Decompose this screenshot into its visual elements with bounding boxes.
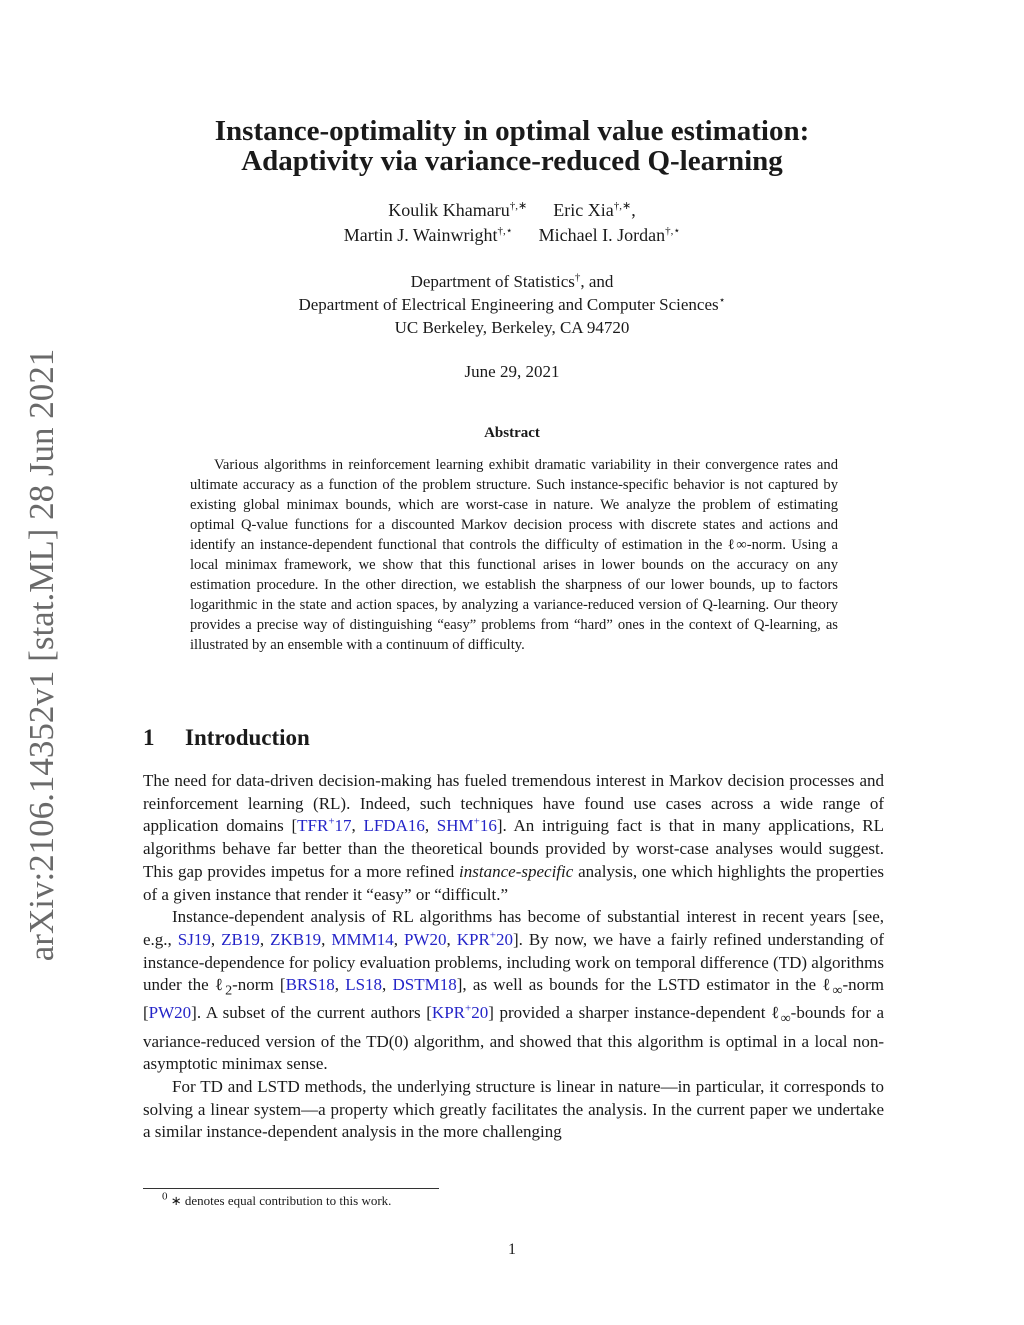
citation-link[interactable]: KPR+20: [431, 1002, 489, 1023]
subscript: ∞: [832, 982, 843, 999]
text-run: ]. By now, we have a fairly refined understanding of instance-dependence for policy evaluation problems, including work on temporal difference (TD) algorithms under the ℓ: [143, 929, 885, 995]
paragraph: The need for data-driven decision-making has fueled tremendous interest in Markov decision processes and reinforcement learning (RL). Indeed, such techniques have found use cases across a wide range of application domains [TFR+17, LFDA16, SHM+16]. An intriguing fact is that in many applications, RL algorithms behave far better than the theoretical bounds provided by worst-case analyses would suggest. This gap provides impetus for a more refined instance-specific analysis, one which highlights the properties of a given instance that render it “easy” or “difficult.”: [143, 771, 885, 904]
author-affiliation-mark: †,∗: [613, 200, 632, 212]
author-name: Michael I. Jordan: [538, 225, 666, 245]
footnote-mark: 0: [162, 1190, 168, 1203]
author-row-2: [140, 223, 884, 248]
affiliation-name: Department of Electrical Engineering and Computer Sciences: [298, 295, 719, 314]
text-run: The need for data-driven decision-making has fueled tremendous interest in Markov decision processes and reinforcement learning (RL). Indeed, such techniques have found use cases across a wide range of application domains [: [143, 771, 884, 836]
author-name: Koulik Khamaru: [388, 200, 510, 220]
footnote-text: ∗ denotes equal contribution to this work.: [170, 1193, 392, 1208]
arxiv-sidebar-identifier: [18, 348, 66, 962]
citation-link[interactable]: LS18: [345, 975, 383, 995]
author-affiliation-mark: †,⋆: [665, 225, 681, 237]
title-line-2: Adaptivity via variance-reduced Q-learning: [241, 145, 783, 177]
citation-link[interactable]: PW20: [148, 1003, 192, 1023]
abstract-text: Various algorithms in reinforcement learning exhibit dramatic variability in their convergence rates and ultimate accuracy as a function of the problem structure. Such instance-specific behavior is not captured by existing global minimax bounds, which are worst-case in nature. We analyze the problem of estimating optimal Q-value functions for a discounted Markov decision process with discrete states and actions and identify an instance-dependent functional that controls the difficulty of estimation in the ℓ∞-norm. Using a local minimax framework, we show that this functional arises in lower bounds on the accuracy on any estimation procedure. In the other direction, we establish the sharpness of our lower bounds, up to factors logarithmic in the state and action spaces, by analyzing a variance-reduced version of Q-learning. Our theory provides a precise way of distinguishing “easy” problems from “hard” ones in the context of Q-learning, as illustrated by an ensemble with a continuum of difficulty.: [190, 457, 838, 653]
text-run: ]. An intriguing fact is that in many applications, RL algorithms behave far better than the theoretical bounds provided by worst-case analyses would suggest. This gap provides impetus for a more refined: [143, 816, 885, 881]
citation-link[interactable]: LFDA16: [363, 816, 425, 836]
paper-date: June 29, 2021: [464, 362, 560, 381]
affiliation-connector: , and: [580, 272, 614, 291]
section-title: Introduction: [185, 725, 310, 750]
citation-link[interactable]: ZKB19: [270, 929, 322, 949]
affiliation-line: [140, 293, 884, 316]
text-run: -bounds for a variance-reduced version of the TD(0) algorithm, and showed that this algorithm is optimal in a local non-asymptotic minimax sense.: [143, 1003, 884, 1074]
affiliation-line: [140, 270, 884, 293]
text-run: -norm [: [232, 975, 286, 995]
author-name: Martin J. Wainwright: [343, 225, 498, 245]
text-run: Instance-dependent analysis of RL algorithms has become of substantial interest in recent years [see, e.g.,: [143, 907, 884, 949]
text-run: analysis, one which highlights the properties of a given instance that render it “easy” or “difficult.”: [143, 861, 884, 904]
paragraph: For TD and LSTD methods, the underlying structure is linear in nature—in particular, it corresponds to solving a linear system—a property which greatly facilitates the analysis. In the current paper we undertake a similar instance-dependent analysis in the more challenging: [143, 1076, 884, 1142]
author-affiliation-mark: †,⋆: [497, 225, 513, 237]
author-row-1: [140, 198, 884, 223]
paragraph: Instance-dependent analysis of RL algorithms has become of substantial interest in recent years [see, e.g., SJ19, ZB19, ZKB19, MMM14, PW20, KPR+20]. By now, we have a fairly refined understanding of instance-dependence for policy evaluation problems, including work on temporal difference (TD) algorithms under the ℓ$_2$-norm [BRS18, LS18, DSTM18], as well as bounds for the LSTD estimator in the ℓ$_\infty$-norm [PW20]. A subset of the current authors [KPR+20] provided a sharper instance-dependent ℓ$_\infty$-bounds for a variance-reduced version of the TD(0) algorithm, and showed that this algorithm is optimal in a local non-asymptotic minimax sense.: [143, 907, 885, 1074]
citation-link[interactable]: MMM14: [331, 929, 394, 949]
citation-link[interactable]: SHM+16: [436, 815, 497, 836]
affiliation-mark: †: [574, 271, 581, 284]
citation-link[interactable]: KPR+20: [456, 929, 514, 949]
affiliations: [140, 270, 884, 339]
affiliation-name: Department of Statistics: [410, 272, 575, 291]
citation-link[interactable]: ZB19: [221, 929, 260, 949]
affiliation-mark: ⋆: [718, 294, 726, 307]
section-heading: [143, 725, 310, 751]
author-separator: ,: [631, 200, 636, 220]
emphasis-text: instance-specific: [459, 861, 574, 881]
arxiv-id-text: arXiv:2106.14352v1 [stat.ML] 28 Jun 2021: [22, 348, 61, 962]
author-affiliation-mark: †,∗: [509, 200, 528, 212]
text-run: ]. A subset of the current authors [: [191, 1003, 432, 1023]
citation-link[interactable]: BRS18: [285, 975, 335, 995]
subscript: ∞: [780, 1010, 791, 1027]
citation-link[interactable]: PW20: [403, 929, 447, 949]
author-name: Eric Xia: [553, 200, 614, 220]
footnote: [162, 1190, 392, 1209]
body-text: [143, 770, 884, 1144]
affiliation-line: UC Berkeley, Berkeley, CA 94720: [394, 318, 630, 337]
citation-link[interactable]: DSTM18: [392, 975, 457, 995]
text-run: ], as well as bounds for the LSTD estimator in the ℓ: [456, 975, 833, 995]
section-number: 1: [143, 725, 155, 750]
citation-link[interactable]: SJ19: [177, 929, 211, 949]
title-line-1: Instance-optimality in optimal value estimation:: [214, 115, 810, 147]
page-number: 1: [508, 1241, 516, 1258]
footnote-divider: [143, 1188, 439, 1189]
text-run: -norm [: [143, 975, 884, 1023]
text-run: ] provided a sharper instance-dependent ℓ: [488, 1003, 781, 1023]
author-list: [140, 198, 884, 248]
paper-title: [140, 116, 884, 176]
abstract-heading: Abstract: [484, 425, 540, 441]
subscript: 2: [225, 982, 233, 999]
citation-link[interactable]: TFR+17: [297, 815, 352, 836]
